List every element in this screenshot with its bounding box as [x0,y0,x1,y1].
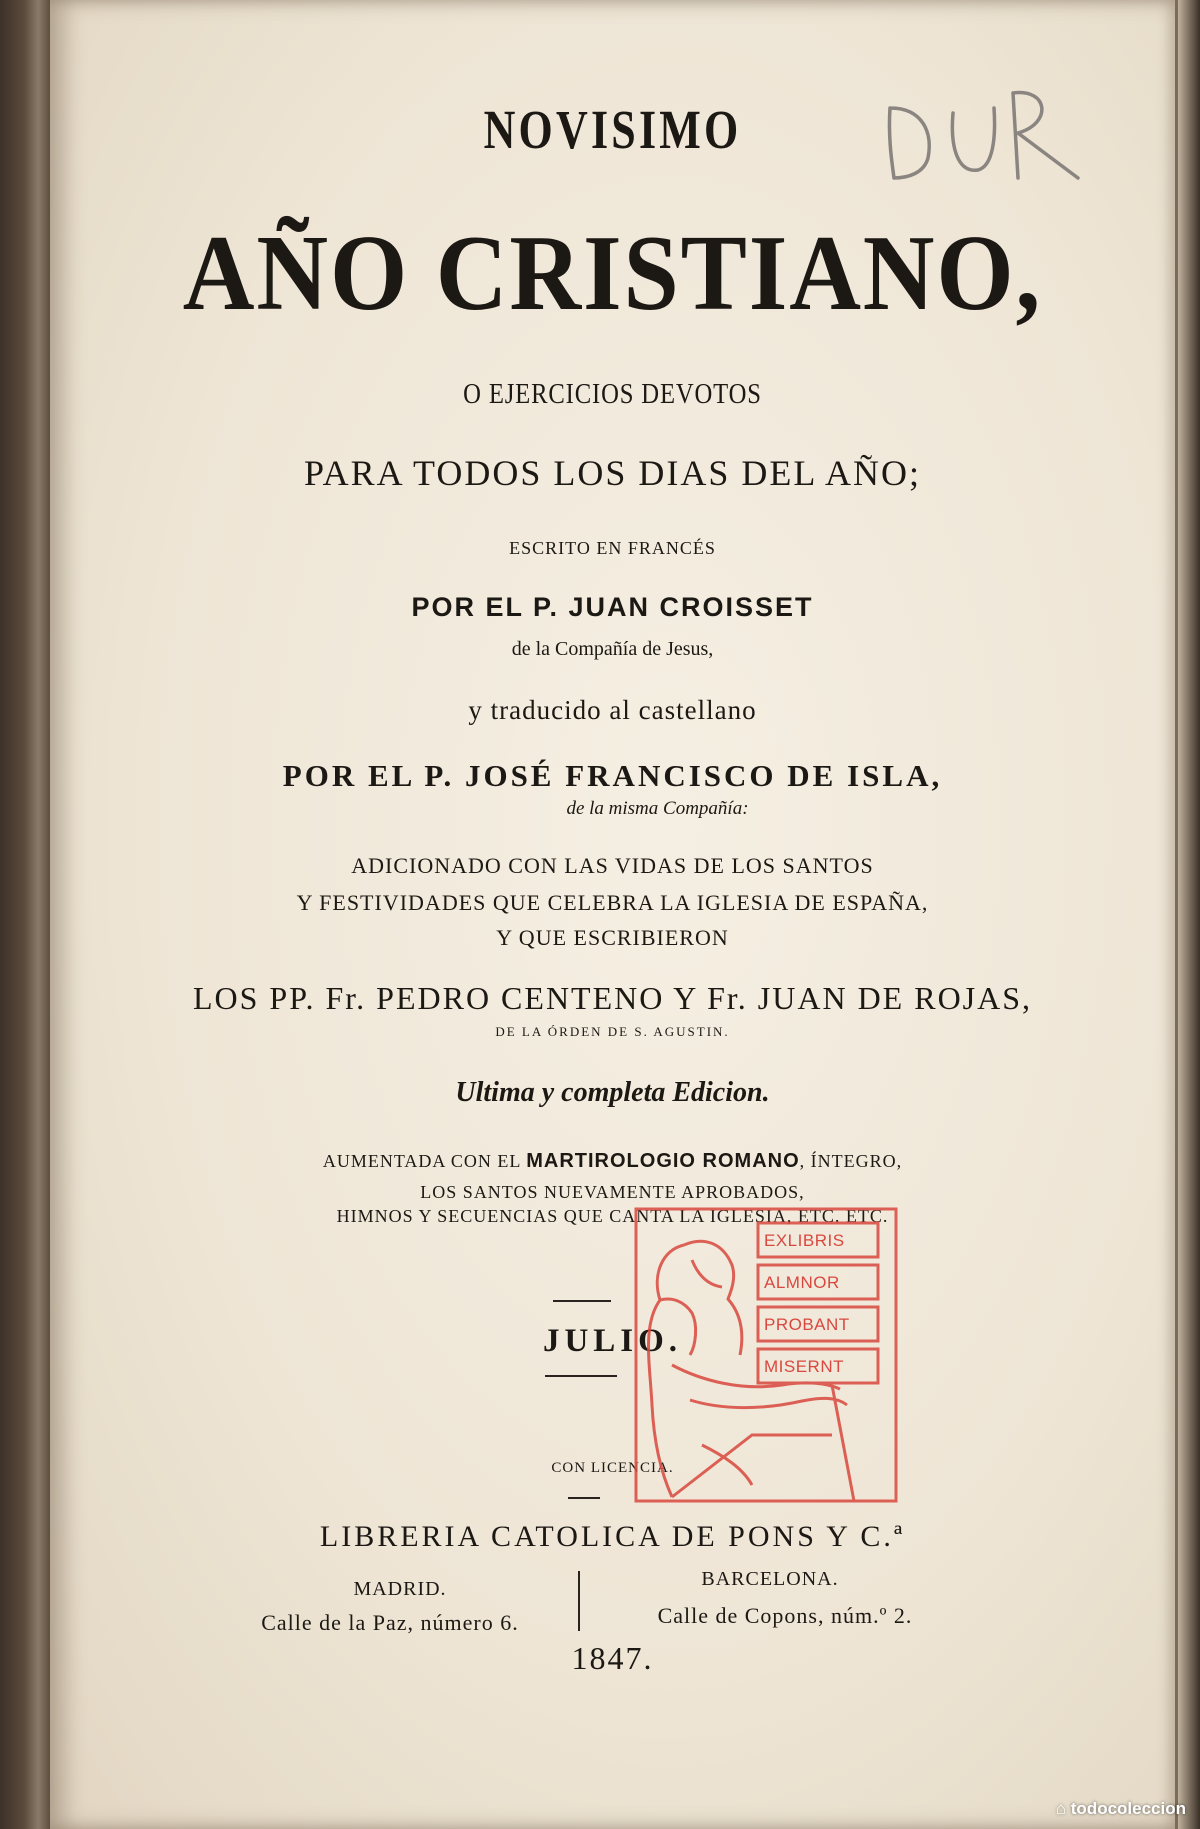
stamp-line-4: MISERNT [764,1357,844,1376]
month-rule-top [553,1300,611,1302]
watermark-icon: ⌂ [1055,1799,1067,1818]
ex-libris-stamp [632,1205,900,1505]
translator-society: de la misma Compañía: [566,798,749,819]
martirologio: MARTIROLOGIO ROMANO [526,1150,800,1172]
page-edge [1178,0,1200,1829]
license-line: CON LICENCIA. [551,1460,674,1476]
city-barcelona: BARCELONA. [701,1568,839,1590]
hymns-line: HIMNOS Y SECUENCIAS QUE CANTA LA IGLESIA, ETC. ETC. [336,1206,889,1226]
edition-line: Ultima y completa Edicion. [455,1077,770,1108]
subtitle-line-2: PARA TODOS LOS DIAS DEL AÑO; [303,453,922,493]
stamp-line-3: PROBANT [764,1315,850,1334]
subtitle-line: O EJERCICIOS DEVOTOS [463,378,762,410]
site-watermark [1056,1799,1186,1819]
translated-line: y traducido al castellano [468,695,757,725]
column-divider [578,1571,580,1631]
city-madrid: MADRID. [353,1578,447,1600]
author-society: de la Compañía de Jesus, [511,638,714,660]
license-rule [568,1497,600,1499]
augmented-post: , ÍNTEGRO, [799,1151,903,1171]
month-title: JULIO. [542,1323,683,1359]
publisher-line: LIBRERIA CATOLICA DE PONS Y C.ª [319,1520,906,1553]
stamp-line-2: ALMNOR [764,1273,840,1292]
added-line-3: Y QUE ESCRIBIERON [496,925,729,950]
order-line: DE LA ÓRDEN DE S. AGUSTIN. [495,1024,730,1039]
written-in: ESCRITO EN FRANCÉS [509,538,716,558]
address-madrid: Calle de la Paz, número 6. [261,1610,519,1635]
author-line: POR EL P. JUAN CROISSET [411,592,814,622]
title-line-1: NOVISIMO [483,99,742,160]
added-line-1: ADICIONADO CON LAS VIDAS DE LOS SANTOS [351,853,874,878]
authors-line: LOS PP. Fr. PEDRO CENTENO Y Fr. JUAN DE ROJAS, [192,980,1033,1016]
augmented-pre: AUMENTADA CON EL [322,1151,521,1171]
main-title: AÑO CRISTIANO, [182,214,1043,333]
watermark-text: todocoleccion [1070,1799,1186,1818]
translator-line: POR EL P. JOSÉ FRANCISCO DE ISLA, [282,758,943,793]
month-rule-bottom [545,1375,617,1377]
address-barcelona: Calle de Copons, núm.º 2. [657,1603,913,1628]
year-line: 1847. [571,1640,654,1676]
added-line-2: Y FESTIVIDADES QUE CELEBRA LA IGLESIA DE ESPAÑA, [296,890,929,915]
augmented-line [50,1150,1175,1173]
saints-line: LOS SANTOS NUEVAMENTE APROBADOS, [420,1182,805,1202]
stamp-line-1: EXLIBRIS [764,1231,845,1250]
